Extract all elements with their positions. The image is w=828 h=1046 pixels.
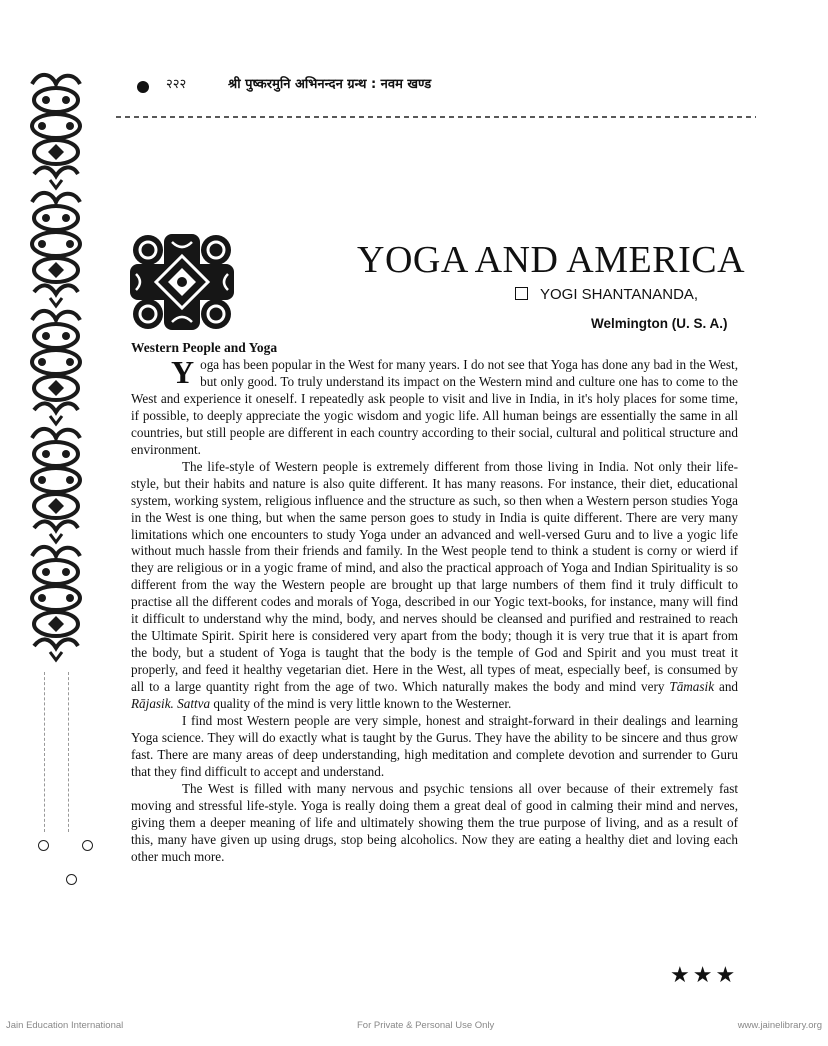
bullet-dot <box>137 81 149 93</box>
article-body <box>131 354 739 866</box>
word-and: and <box>718 679 739 695</box>
paragraph-text: The West is filled with many nervous and psychic tensions all over because of their extremely fast moving and stressful life-style. Yoga is really doing them a great deal of good in calming their mind and nerves, giving them a deeper meaning of life and ultimately showing them the true purpose of living, and as a result of this, many have given up using drugs, stop being alcoholics. Now they are eating a healthy diet and loving each other much more. <box>131 780 738 864</box>
author-location: Welmington (U. S. A.) <box>591 316 728 331</box>
margin-ring <box>66 874 77 885</box>
footer-left: Jain Education International <box>6 1020 124 1031</box>
paragraph-text: I find most Western people are very simple, honest and straight-forward in their dealings and learning Yoga science. They will do exactly what is taught by the Gurus. They have the ability to be sincere and thus grow fast. There are many areas of deep understanding, high meditation and complete devotion and surrender to Guru that they find difficult to accept and understand. <box>131 713 738 779</box>
article-title: YOGA AND AMERICA <box>357 239 746 281</box>
margin-dashed-line <box>44 672 45 832</box>
decorative-emblem <box>128 232 236 332</box>
term-rajasik: Rājasik. <box>131 696 174 712</box>
footer-center: For Private & Personal Use Only <box>357 1020 495 1031</box>
end-stars: ★★★ <box>670 963 739 988</box>
paragraph-text: oga has been popular in the West for many years. I do not see that Yoga has done any bad in the West, but only good. To truly understand its impact on the Western mind and culture one has to come to the West and experience it oneself. I repeatedly ask people to visit and live in India, in it's holy places for some time, if possible, to deeply appreciate the yogic wisdom and yogic life. All human beings are essentially the same in all countries, but still people are different in each country according to their social, cultural and political structure and environment. <box>131 357 738 457</box>
paragraph <box>131 781 738 866</box>
page-number: २२२ <box>166 77 187 92</box>
author-name: YOGI SHANTANANDA, <box>540 286 699 303</box>
margin-ring <box>82 840 93 851</box>
term-tamasik: Tāmasik <box>669 679 715 695</box>
paragraph-text: The life-style of Western people is extremely different from those living in India. Not only their life-style, but their habits and nature is also quite different. It has many reasons. For instance, their diet, educational system, working system, religious influence and the structure as such, so then when a Western person studies Yoga in the West is one thing, but when the same person goes to study in India is quite different. There are very many limitations which one encounters to study Yoga under an advanced and well-versed Guru and to live a yogic life without much hassle from their friends and family. In the West people tend to think a student is corny or wierd if they are religious or in a yogic frame of mind, and also the practical approach of Yoga and Indian Spirituality is so different from the way the Western people are brought up that large numbers of them find it truly difficult to practise all the different codes and morals of Yoga, described in our Yogic text-books, for instance, many will find it difficult to understand why the mind, body, and nerves should be cleansed and purified and restrained to reach the Ultimate Spirit. Spirit here is considered very apart from the body; though it is very true that it is apart from the body, but a student of Yoga is taught that the body is the temple of God and Spirit and you must treat it properly, and feed it healthy vegetarian diet. Here in the West, all types of meat, especially beef, is consumed by all to a large quantity right from the age of two. Which naturally makes the body and mind very <box>131 458 738 695</box>
left-ornament-border <box>22 70 112 670</box>
author-line <box>515 286 698 303</box>
paragraph <box>131 459 738 713</box>
paragraph-text: quality of the mind is very little known to the Westerner. <box>213 696 512 712</box>
paragraph <box>131 354 738 459</box>
footer-right: www.jainelibrary.org <box>737 1020 822 1031</box>
section-heading: Western People and Yoga <box>131 340 278 355</box>
running-head: श्री पुष्करमुनि अभिनन्दन ग्रन्थ : नवम खण्ड <box>228 77 432 92</box>
margin-dashed-line <box>68 672 69 832</box>
term-sattva: Sattva <box>177 696 211 712</box>
margin-ring <box>38 840 49 851</box>
drop-cap: Y <box>171 354 195 390</box>
paragraph <box>131 713 738 781</box>
square-bullet-icon <box>515 287 528 300</box>
dotted-rule <box>116 112 756 122</box>
